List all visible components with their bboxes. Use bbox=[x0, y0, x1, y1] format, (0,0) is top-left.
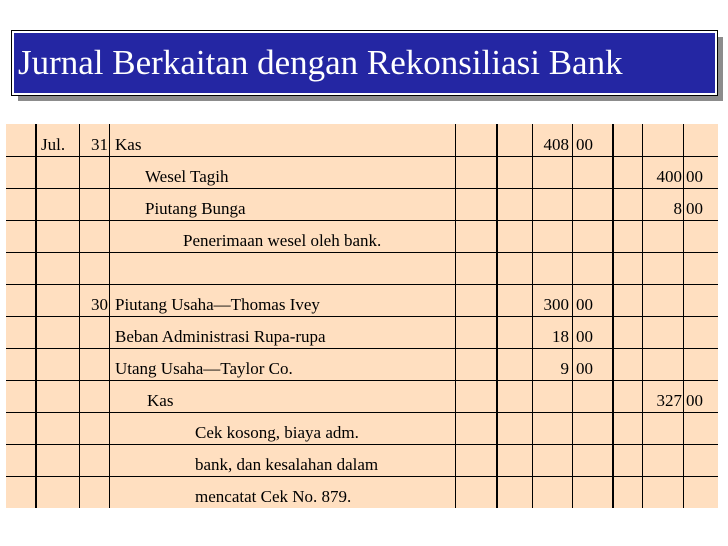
date-day bbox=[80, 325, 108, 348]
credit-cents bbox=[686, 421, 716, 444]
credit-amount bbox=[618, 229, 682, 252]
date-month bbox=[41, 485, 79, 508]
date-month: Jul. bbox=[41, 135, 66, 154]
journal-row bbox=[6, 389, 718, 412]
debit-cents bbox=[576, 389, 610, 412]
account-description: Kas bbox=[147, 391, 174, 410]
journal-row bbox=[6, 133, 718, 156]
date-day: 31 bbox=[91, 135, 108, 154]
date-month bbox=[41, 197, 79, 220]
date-month bbox=[41, 421, 79, 444]
date-day bbox=[80, 485, 108, 508]
debit-amount: 300 bbox=[543, 295, 569, 314]
row-line bbox=[6, 444, 718, 445]
date-day bbox=[80, 453, 108, 476]
debit-amount bbox=[501, 165, 569, 188]
credit-cents bbox=[686, 229, 716, 252]
date-day: 30 bbox=[91, 295, 108, 314]
debit-amount bbox=[501, 261, 569, 284]
credit-cents: 00 bbox=[686, 199, 703, 218]
credit-amount bbox=[618, 453, 682, 476]
credit-amount: 327 bbox=[656, 391, 682, 410]
journal-row bbox=[6, 421, 718, 444]
journal-row bbox=[6, 165, 718, 188]
journal-row bbox=[6, 453, 718, 476]
date-day bbox=[80, 357, 108, 380]
journal-row bbox=[6, 293, 718, 316]
date-day bbox=[80, 197, 108, 220]
debit-amount: 408 bbox=[543, 135, 569, 154]
account-description: bank, dan kesalahan dalam bbox=[195, 455, 379, 474]
debit-cents: 00 bbox=[576, 359, 593, 378]
credit-cents bbox=[686, 357, 716, 380]
debit-cents bbox=[576, 485, 610, 508]
debit-amount bbox=[501, 453, 569, 476]
credit-cents bbox=[686, 133, 716, 156]
debit-cents bbox=[576, 261, 610, 284]
date-day bbox=[80, 261, 108, 284]
date-month bbox=[41, 453, 79, 476]
credit-amount bbox=[618, 261, 682, 284]
debit-amount bbox=[501, 389, 569, 412]
account-description: Piutang Usaha—Thomas Ivey bbox=[115, 295, 320, 314]
debit-amount bbox=[501, 229, 569, 252]
credit-cents bbox=[686, 453, 716, 476]
credit-cents: 00 bbox=[686, 391, 703, 410]
debit-amount: 9 bbox=[560, 359, 569, 378]
debit-amount bbox=[501, 197, 569, 220]
account-description: Piutang Bunga bbox=[145, 199, 246, 218]
row-line bbox=[6, 348, 718, 349]
journal-row bbox=[6, 197, 718, 220]
credit-amount bbox=[618, 133, 682, 156]
date-day bbox=[80, 165, 108, 188]
credit-cents bbox=[686, 261, 716, 284]
row-line bbox=[6, 220, 718, 221]
journal-row bbox=[6, 325, 718, 348]
row-line bbox=[6, 156, 718, 157]
date-day bbox=[80, 421, 108, 444]
credit-amount bbox=[618, 357, 682, 380]
account-description: Kas bbox=[115, 135, 142, 154]
account-description: Utang Usaha—Taylor Co. bbox=[115, 359, 293, 378]
date-month bbox=[41, 325, 79, 348]
row-line bbox=[6, 252, 718, 253]
credit-amount: 8 bbox=[673, 199, 682, 218]
debit-amount bbox=[501, 421, 569, 444]
account-description: Penerimaan wesel oleh bank. bbox=[183, 231, 382, 250]
date-month bbox=[41, 261, 79, 284]
debit-cents bbox=[576, 197, 610, 220]
debit-cents: 00 bbox=[576, 327, 593, 346]
debit-cents bbox=[576, 453, 610, 476]
debit-cents bbox=[576, 165, 610, 188]
credit-amount bbox=[618, 421, 682, 444]
row-line bbox=[6, 284, 718, 285]
debit-cents: 00 bbox=[576, 295, 593, 314]
credit-cents bbox=[686, 293, 716, 316]
page-title: Jurnal Berkaitan dengan Rekonsiliasi Bank bbox=[12, 31, 717, 95]
debit-cents bbox=[576, 421, 610, 444]
row-line bbox=[6, 188, 718, 189]
credit-cents bbox=[686, 485, 716, 508]
date-month bbox=[41, 229, 79, 252]
date-day bbox=[80, 229, 108, 252]
account-description: Beban Administrasi Rupa-rupa bbox=[115, 327, 326, 346]
debit-cents: 00 bbox=[576, 135, 593, 154]
credit-amount bbox=[618, 293, 682, 316]
date-month bbox=[41, 293, 79, 316]
date-month bbox=[41, 165, 79, 188]
journal-row bbox=[6, 261, 718, 284]
row-line bbox=[6, 316, 718, 317]
debit-amount: 18 bbox=[552, 327, 569, 346]
journal-row bbox=[6, 229, 718, 252]
journal-row bbox=[6, 357, 718, 380]
date-day bbox=[80, 389, 108, 412]
row-line bbox=[6, 476, 718, 477]
debit-cents bbox=[576, 229, 610, 252]
journal-table bbox=[6, 124, 718, 508]
account-description bbox=[115, 261, 450, 284]
account-description: Wesel Tagih bbox=[145, 167, 229, 186]
credit-cents bbox=[686, 325, 716, 348]
credit-amount bbox=[618, 485, 682, 508]
debit-amount bbox=[501, 485, 569, 508]
row-line bbox=[6, 412, 718, 413]
journal-row bbox=[6, 485, 718, 508]
credit-cents: 00 bbox=[686, 167, 703, 186]
date-month bbox=[41, 389, 79, 412]
account-description: Cek kosong, biaya adm. bbox=[195, 423, 359, 442]
account-description: mencatat Cek No. 879. bbox=[195, 487, 352, 506]
row-line bbox=[6, 380, 718, 381]
date-month bbox=[41, 357, 79, 380]
credit-amount: 400 bbox=[656, 167, 682, 186]
credit-amount bbox=[618, 325, 682, 348]
